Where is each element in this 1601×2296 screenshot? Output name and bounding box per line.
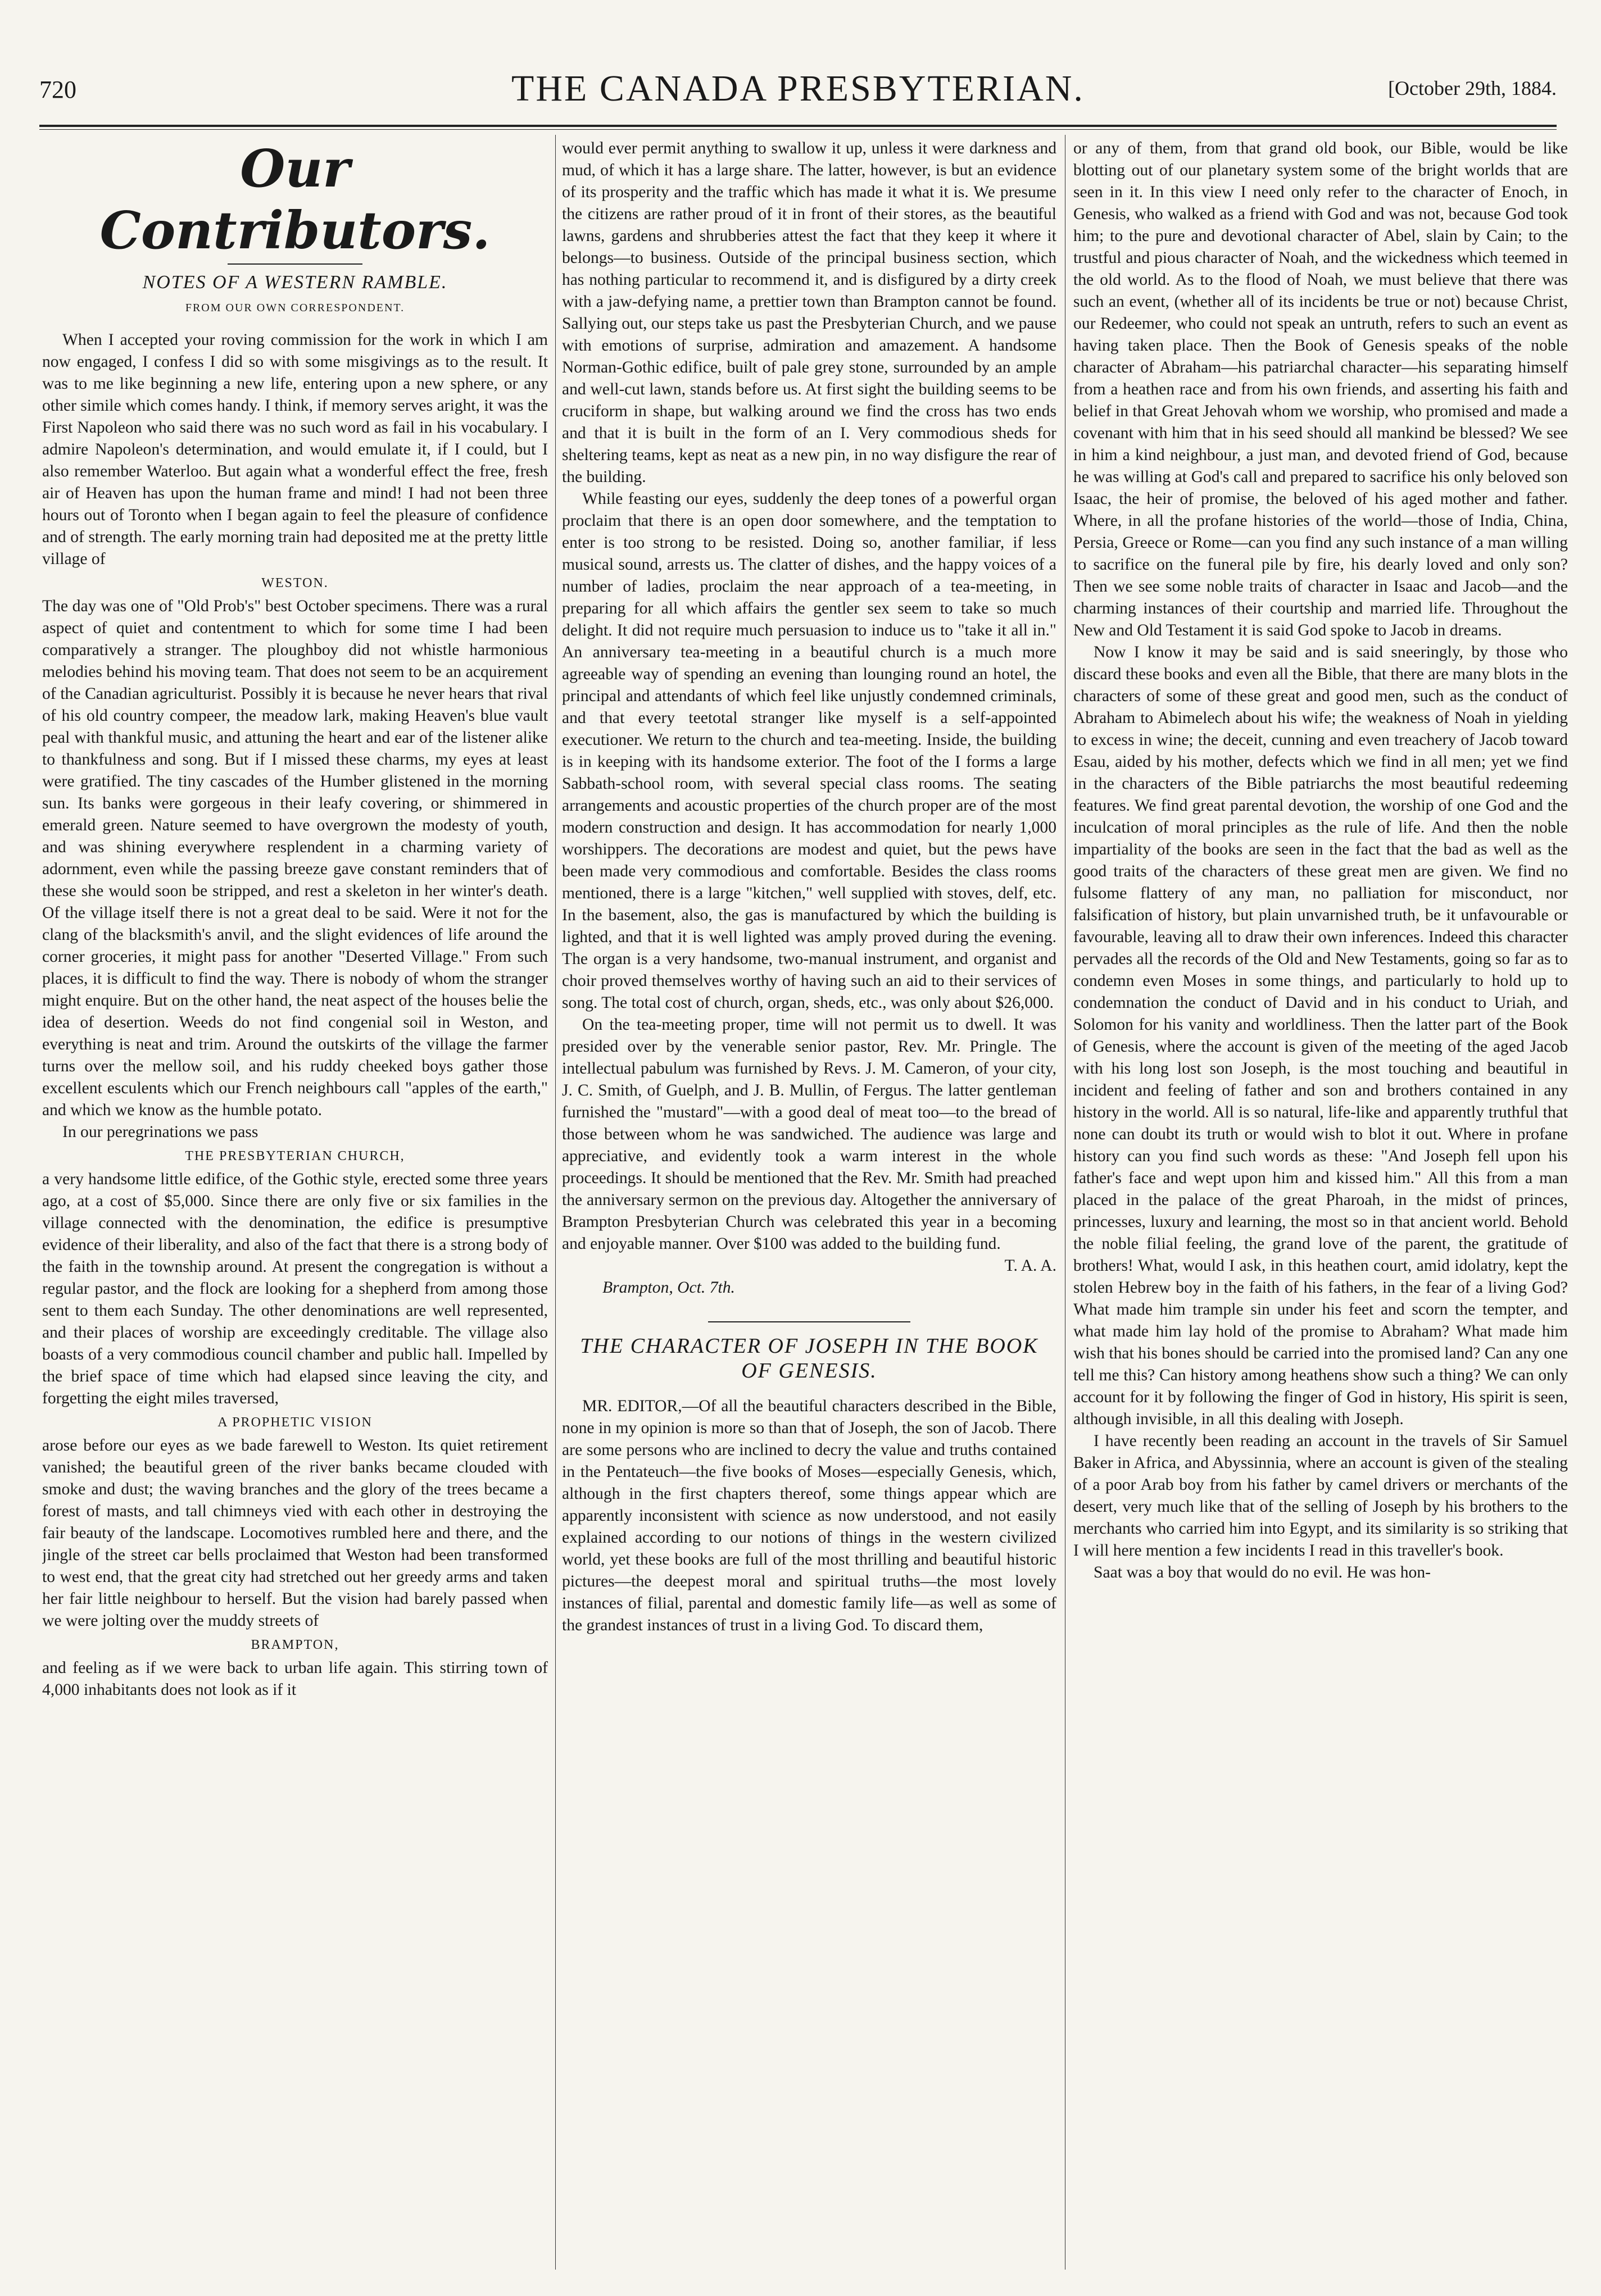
author-initials: T. A. A. [1004, 1257, 1056, 1275]
column-divider [555, 135, 556, 2270]
paragraph: and feeling as if we were back to urban life again. This stirring town of 4,000 inhabitants does not look as if it [42, 1659, 548, 1699]
signoff [562, 1255, 1056, 1277]
article-separator [708, 1321, 910, 1322]
paragraph: arose before our eyes as we bade farewell to Weston. Its quiet retirement vanished; the beautiful green of the river banks became clouded with smoke and dust; the waving branches and the glory of the trees became a forest of masts, and tall chimneys vied with each other in destroying the fair beauty of the landscape. Locomotives rumbled here and there, and the jingle of the street car bells proclaimed that Weston had been transformed to west end, that the great city had stretched out her greedy arms and taken her fair little neighbour to herself. But the vision had barely passed when we were jolting over the muddy streets of [42, 1436, 548, 1630]
paragraph: Saat was a boy that would do no evil. He was hon- [1094, 1563, 1431, 1581]
title-rule [228, 263, 362, 265]
column-1 [42, 138, 548, 2272]
masthead [39, 67, 1557, 129]
column-2 [562, 138, 1056, 2272]
paragraph: I have recently been reading an account in the travels of Sir Samuel Baker in Africa, and Abyssinnia, where an account is given of the stealing of a poor Arab boy from his father by camel drivers or merchants of the desert, very much like that of the selling of Joseph by his brothers to the merchants who carried him into Egypt, and its similarity is so striking that I will here mention a few incidents I read in this traveller's book. [1073, 1432, 1568, 1560]
column-3 [1073, 138, 1568, 2272]
page-number: 720 [39, 76, 76, 103]
issue-date: [October 29th, 1884. [1388, 77, 1557, 99]
article-title: THE CHARACTER OF JOSEPH IN THE BOOK OF GENESIS. [580, 1334, 1038, 1383]
journal-title: THE CANADA PRESBYTERIAN. [511, 68, 1085, 109]
paragraph: or any of them, from that grand old book, our Bible, would be like blotting out of our planetary system some of the bright worlds that are seen in it. In this view I need only refer to the character of Enoch, in Genesis, who walked as a friend with God and was not, because God took him; to the pure and devotional character of Abel, slain by Cain; to the trustful and pious character of Noah, and the wickedness which teemed in the old world. As to the flood of Noah, we must believe that there was such an event, (whether all of its incidents be true or not) because Christ, our Redeemer, who could not speak an untruth, refers to such an event as having taken place. Then the Book of Genesis speaks of the noble character of Abraham—his patriarchal character—his separating himself from a heathen race and from his own friends, and asserting his faith and belief in that Great Jehovah whom we worship, who promised and made a covenant with him that in his seed should all mankind be blessed? We see in him a kind neighbour, a just man, and devoted friend of God, because he was willing at God's call and prepared to sacrifice his only beloved son Isaac, the heir of promise, the beloved of his aged mother and father. Where, in all the profane histories of the world—those of India, China, Persia, Greece or Rome—can you find any such instance of a man willing to sacrifice on the funeral pile by fire, his dearly loved and only son? Then we see some noble traits of character in Isaac and Jacob—and the charming instances of their courtship and married life. Throughout the New and Old Testament it is said God spoke to Jacob in dreams. [1073, 139, 1568, 639]
subheading: THE PRESBYTERIAN CHURCH, [185, 1149, 405, 1163]
paragraph: Now I know it may be said and is said sneeringly, by those who discard these books and even all the Bible, that there are many blots in the characters of some of these great and good men, such as the conduct of Abraham to Abimelech about his wife; the weakness of Noah in yielding to excess in wine; the deceit, cunning and even treachery of Jacob toward Esau, aided by his mother, defects which we find in all men; yet we find in the characters of the Bible patriarchs the most beautiful redeeming features. We find great parental devotion, the worship of one God and the inculcation of moral principles as the rule of life. And then the noble impartiality of the books are seen in the fact that the bad as well as the good traits of the characters of these great men are given. We find no fulsome flattery of any man, no palliation for misconduct, nor falsification of history, but plain unvarnished truth, be it unfavourable or favourable, leaving all to draw their own inferences. Indeed this character pervades all the records of the Old and New Testaments, going so far as to condemn even Moses in some things, and particularly to hold up to condemnation the conduct of David and in his conduct to Uriah, and Solomon for his vanity and worldliness. Then the latter part of the Book of Genesis, where the account is given of the meeting of the aged Jacob with his long lost son Joseph, is the most touching and beautiful in incident and feeling of father and son and brothers contained in any history in the world. All is so natural, life-like and apparently truthful that none can doubt its truth or would wish to blot it out. Where in profane history can you find such words as these: "And Joseph fell upon his father's face and wept upon him and kissed him." All this from a man placed in the palace of the great Pharoah, in the midst of princes, princesses, luxury and learning, the most so in that ancient world. Behold the noble filial feeling, the grand love of the parent, the gratitude of brothers! What, would I ask, in this heathen court, amid idolatry, kept the stolen Hebrew boy in the faith of his fathers, in the fear of a living God? What made him trample sin under his feet and scorn the tempter, and what made him lay hold of the promise to Abraham? What made him wish that his bones should be carried into the promised land? Can any one tell me this? Can history among heathens show such a thing? We can only account for it by following the finger of God in history, His spirit is seen, although invisible, in all this dealing with Joseph. [1073, 643, 1568, 1428]
paragraph: would ever permit anything to swallow it up, unless it were darkness and mud, of which it has a large share. The latter, however, is but an evidence of its prosperity and the traffic which has made it what it is. We presume the citizens are rather proud of it in front of their stores, as the beautiful lawns, gardens and shrubberies attest the fact that they keep it where it belongs—to business. Outside of the principal business section, which has nothing particular to recommend it, and is disfigured by a dirty creek with a jaw-defying name, a prettier town than Brampton cannot be found. Sallying out, our steps take us past the Presbyterian Church, and we pause with emotions of surprise, admiration and amazement. A handsome Norman-Gothic edifice, built of pale grey stone, surrounded by an ample and well-cut lawn, stands before us. At first sight the building seems to be cruciform in shape, but walking around we find the cross has two ends and that it is built in the form of an I. Very commodious sheds for sheltering teams, kept as neat as a new pin, in no way disfigure the rear of the building. [562, 139, 1056, 486]
paragraph: MR. EDITOR,—Of all the beautiful characters described in the Bible, none in my opinion is more so than that of Joseph, the son of Jacob. There are some persons who are inclined to decry the value and truths contained in the Pentateuch—the five books of Moses—especially Genesis, which, although in the first chapters thereof, some things appear which are apparently inconsistent with science as now understood, and not easily explained according to our notions of things in the western civilized world, yet these books are full of the most thrilling and beautiful historic pictures—the deepest moral and spiritual truths—the most lovely instances of filial, parental and domestic family life—as well as some of the grandest instances of trust in a living God. To discard them, [562, 1397, 1056, 1634]
paragraph: On the tea-meeting proper, time will not permit us to dwell. It was presided over by the venerable senior pastor, Rev. Mr. Pringle. The intellectual pabulum was furnished by Revs. J. M. Cameron, of your city, J. C. Smith, of Guelph, and J. B. Mullin, of Fergus. The latter gentleman furnished the "mustard"—with a good deal of meat too—to the bread of those between whom he was sandwiched. The audience was large and appreciative, and evidently took a warm interest in the whole proceedings. It should be mentioned that the Rev. Mr. Smith had preached the anniversary sermon on the previous day. Altogether the anniversary of Brampton Presbyterian Church was celebrated this year in a becoming and enjoyable manner. Over $100 was added to the building fund. [562, 1016, 1056, 1253]
subheading: BRAMPTON, [251, 1638, 339, 1652]
paragraph: The day was one of "Old Prob's" best October specimens. There was a rural aspect of quiet and contentment to which for some time I had been comparatively a stranger. The ploughboy did not whistle harmonious melodies behind his moving team. That does not seem to be an acquirement of the Canadian agriculturist. Possibly it is because he never hears that rival of his old country compeer, the meadow lark, making Heaven's blue vault peal with thankful music, and attuning the heart and ear of the listener alike to thankfulness and song. But if I missed these charms, my eyes at least were gratified. The tiny cascades of the Humber glistened in the morning sun. Its banks were gorgeous in their leafy covering, or shimmered in emerald green. Nature seemed to have overgrown the modesty of youth, and was shining everywhere resplendent in a charming variety of adornment, even while the passing breeze gave constant reminders that of these she would soon be stripped, and rest a skeleton in her winter's death. Of the village itself there is not a great deal to be said. Were it not for the clang of the blacksmith's anvil, and the slight evidences of life around the corner groceries, it might pass for another "Deserted Village." From such places, it is difficult to find the way. There is nobody of whom the stranger might enquire. But on the other hand, the neat aspect of the houses belie the idea of desertion. Weeds do not find congenial soil in Weston, and everything is neat and trim. Around the outskirts of the village the farmer turns over the mellow soil, and his ruddy cheeked boys gather those excellent esculents which our French neighbours call "apples of the earth," and which we know as the humble potato. [42, 597, 548, 1119]
paragraph: In our peregrinations we pass [62, 1123, 258, 1141]
paragraph: While feasting our eyes, suddenly the deep tones of a powerful organ proclaim that there is an open door somewhere, and the temptation to enter is too strong to be resisted. Doing so, another familiar, if less musical sound, arrests us. The clatter of dishes, and the happy voices of a number of ladies, proclaim the near approach of a tea-meeting, in preparing for all which affairs the gentler sex seem to take so much delight. It did not require much persuasion to induce us to "take it all in." An anniversary tea-meeting in a beautiful church is a much more agreeable way of spending an evening than lounging round an hotel, the principal and attendants of which feel like unjustly condemned criminals, and that every teetotal stranger like myself is a self-appointed executioner. We return to the church and tea-meeting. Inside, the building is in keeping with its handsome exterior. The foot of the I forms a large Sabbath-school room, with several special class rooms. The seating arrangements and acoustic properties of the church proper are of the most modern construction and design. It has accommodation for nearly 1,000 worshippers. The decorations are modest and quiet, but the pews have been made very commodious and comfortable. Besides the class rooms mentioned, there is a large "kitchen," well supplied with stoves, delf, etc. In the basement, also, the gas is manufactured by which the building is lighted, and that it is well lighted was amply proved during the evening. The organ is a very handsome, two-manual instrument, and organist and choir proved themselves worthy of having such an aid to their services of song. The total cost of church, organ, sheds, etc., was only about $26,000. [562, 490, 1056, 1012]
paragraph: a very handsome little edifice, of the Gothic style, erected some three years ago, at a cost of $5,000. Since there are only five or six families in the village connected with the denomination, the edifice is presumptive evidence of their liberality, and also of the fact that there is a strong body of the faith in the township around. At present the congregation is without a regular pastor, and the flock are looking for a shepherd from among those sent to them each Sunday. The other denominations are well represented, and their places of worship are exceedingly creditable. The village also boasts of a very commodious council chamber and public hall. Impelled by the brief space of time which had elapsed since leaving the city, and forgetting the eight miles traversed, [42, 1170, 548, 1407]
subheading: WESTON. [261, 576, 329, 590]
dateline: Brampton, Oct. 7th. [602, 1279, 735, 1297]
byline: FROM OUR OWN CORRESPONDENT. [185, 302, 405, 314]
masthead-rule [39, 125, 1557, 130]
subheading: A PROPHETIC VISION [217, 1415, 373, 1430]
article-title: NOTES OF A WESTERN RAMBLE. [142, 272, 448, 293]
section-title: Our Contributors. [99, 138, 491, 261]
paragraph: When I accepted your roving commission for the work in which I am now engaged, I confess I did so with some misgivings as to the result. It was to me like beginning a new life, entering upon a new sphere, or any other simile which comes handy. I think, if memory serves aright, it was the First Napoleon who said there was no such word as fail in his vocabulary. I admire Napoleon's determination, and would emulate it, if I could, but I also remember Waterloo. But again what a wonderful effect the free, fresh air of Heaven has upon the human frame and mind! I had not been three hours out of Toronto when I began again to feel the pleasure of confidence and of strength. The early morning train had deposited me at the pretty little village of [42, 331, 548, 568]
